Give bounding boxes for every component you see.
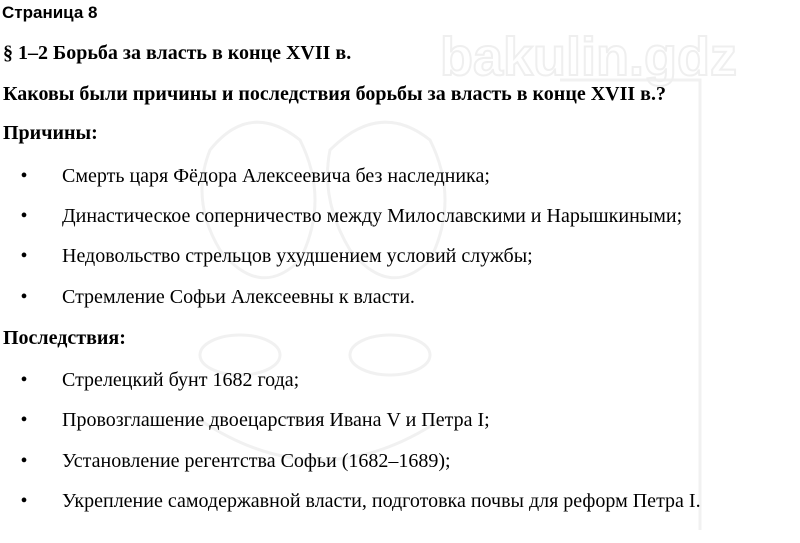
section-title: § 1–2 Борьба за власть в конце XVII в. [3, 42, 352, 64]
bullet-icon: • [20, 245, 28, 267]
cause-text: Стремление Софьи Алексеевны к власти. [62, 286, 415, 308]
cause-text: Династическое соперничество между Милославскими и Нарышкиными; [62, 205, 683, 227]
causes-heading: Причины: [3, 122, 98, 144]
bullet-icon: • [20, 450, 28, 472]
bullet-icon: • [20, 369, 28, 391]
cause-text: Смерть царя Фёдора Алексеевича без наследника; [62, 165, 490, 187]
consequence-text: Установление регентства Софьи (1682–1689); [62, 450, 451, 472]
bullet-icon: • [20, 165, 28, 187]
watermark-text: bakulin.gdz [440, 27, 737, 87]
page-label: Страница 8 [2, 3, 98, 22]
question: Каковы были причины и последствия борьбы за власть в конце XVII в.? [3, 83, 666, 105]
consequence-text: Стрелецкий бунт 1682 года; [62, 369, 300, 391]
bullet-icon: • [20, 490, 28, 512]
consequences-heading: Последствия: [3, 327, 126, 349]
consequence-text: Укрепление самодержавной власти, подготовка почвы для реформ Петра I. [62, 490, 701, 512]
bullet-icon: • [20, 409, 28, 431]
cause-text: Недовольство стрельцов ухудшением условий службы; [62, 245, 533, 267]
bullet-icon: • [20, 286, 28, 308]
consequence-text: Провозглашение двоецарствия Ивана V и Петра I; [62, 409, 490, 431]
bullet-icon: • [20, 205, 28, 227]
